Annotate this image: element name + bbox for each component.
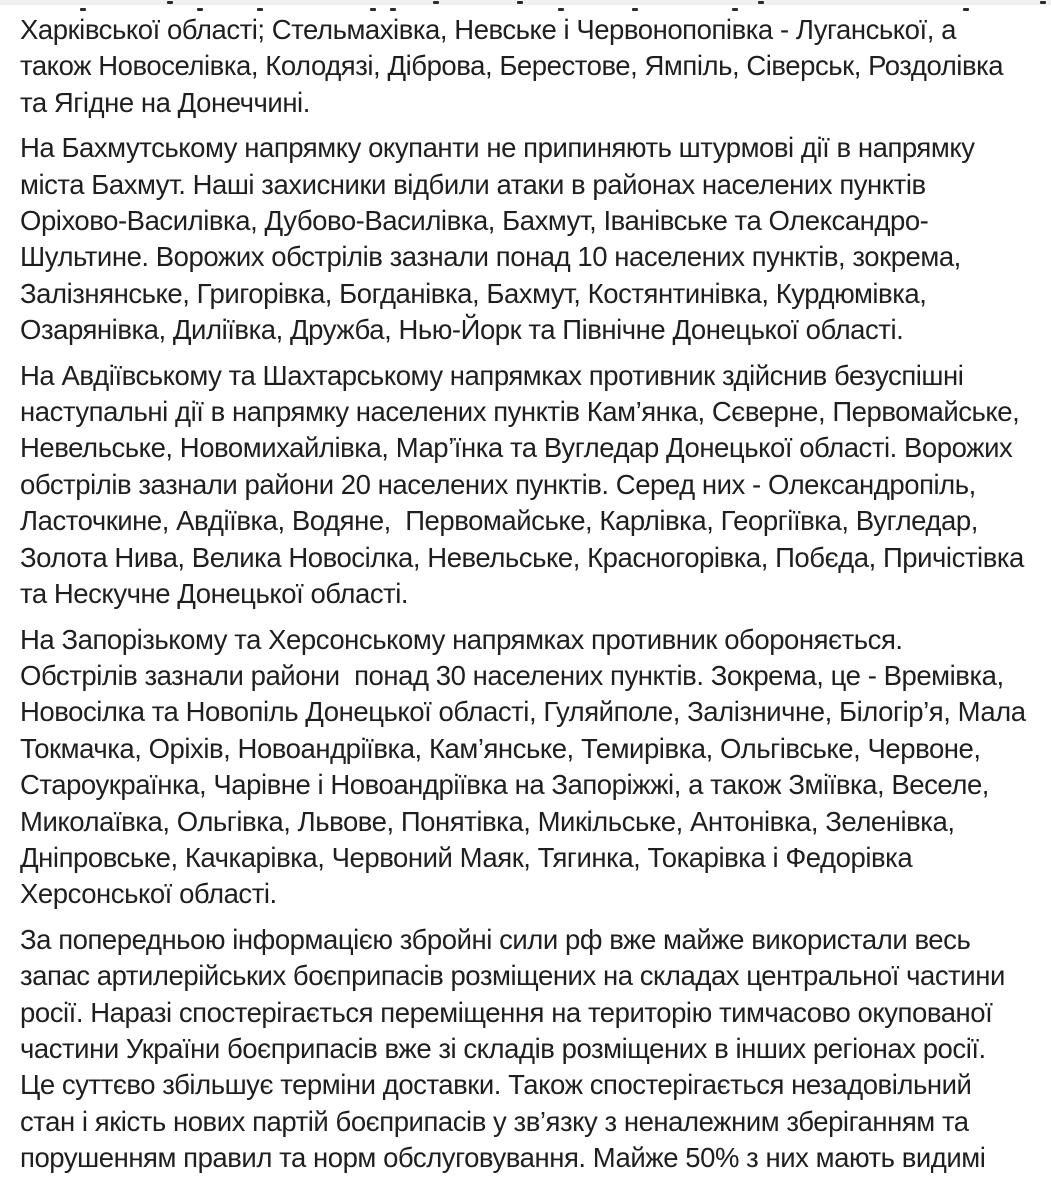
- clipped-letter-fragment: [758, 1, 764, 4]
- text-line: Це суттєво збільшує терміни доставки. Також спостерігається незадовільний: [20, 1069, 972, 1101]
- text-line: порушенням правил та норм обслуговування. Майже 50% з них мають видимі: [20, 1142, 986, 1174]
- paragraph: [20, 130, 1037, 348]
- text-line: Оріхово-Василівка, Дубово-Василівка, Бахмут, Іванівське та Олександро-: [20, 205, 929, 237]
- paragraph: [20, 358, 1037, 613]
- clipped-letter-fragment: [167, 1, 173, 4]
- text-line: Залізнянське, Григорівка, Богданівка, Бахмут, Костянтинівка, Курдюмівка,: [20, 277, 927, 309]
- clipped-letter-fragment: [963, 8, 969, 11]
- paragraph: [20, 922, 1037, 1177]
- clipped-letter-fragment: [433, 1, 439, 4]
- clipped-letter-fragment: [257, 8, 263, 11]
- text-line: та Нескучне Донецької області.: [20, 578, 409, 610]
- text-line: Староукраїнка, Чарівне і Новоандріївка на Запоріжжі, а також Зміївка, Веселе,: [20, 769, 989, 801]
- clipped-letter-fragment: [632, 8, 638, 11]
- text-line: частини України боєприпасів вже зі складів розміщених в інших регіонах росії.: [20, 1032, 986, 1064]
- clipped-letter-fragment: [1040, 1, 1046, 4]
- clipped-letter-fragment: [517, 1, 523, 4]
- clipped-letter-fragment: [390, 8, 396, 11]
- window-top-edge-band: [0, 0, 1051, 5]
- text-line: обстрілів зазнали райони 20 населених пунктів. Серед них - Олександропіль,: [20, 468, 976, 500]
- text-line: На Авдіївському та Шахтарському напрямках противник здійснив безуспішні: [20, 359, 964, 391]
- text-line: стан і якість нових партій боєприпасів у зв’язку з неналежним зберіганням та: [20, 1105, 969, 1137]
- text-line: Миколаївка, Ольгівка, Львове, Понятівка, Микільське, Антонівка, Зеленівка,: [20, 805, 955, 837]
- text-line: та Ягідне на Донеччині.: [20, 86, 310, 118]
- text-line: Шультине. Ворожих обстрілів зазнали понад 10 населених пунктів, зокрема,: [20, 241, 961, 273]
- text-line: Обстрілів зазнали райони понад 30 населених пунктів. Зокрема, це - Времівка,: [20, 659, 1004, 691]
- clipped-letter-fragment: [197, 8, 203, 11]
- text-line: Озарянівка, Диліївка, Дружба, Нью-Йорк та Північне Донецької області.: [20, 314, 904, 346]
- clipped-letter-fragment: [80, 8, 86, 11]
- text-line: також Новоселівка, Колодязі, Діброва, Берестове, Ямпіль, Сіверськ, Роздолівка: [20, 50, 1004, 82]
- paragraph: [20, 622, 1037, 913]
- text-line: Харківської області; Стельмахівка, Невське і Червонопопівка - Луганської, а: [20, 14, 956, 45]
- text-line: Ласточкине, Авдіївка, Водяне, Первомайське, Карлівка, Георгіївка, Вугледар,: [20, 505, 978, 537]
- text-line: наступальні дії в напрямку населених пунктів Кам’янка, Сєверне, Первомайське,: [20, 396, 1020, 428]
- text-line: Новосілка та Новопіль Донецької області, Гуляйполе, Залізничне, Білогір’я, Мала: [20, 696, 1026, 728]
- text-line: Токмачка, Оріхів, Новоандріївка, Кам’янське, Темирівка, Ольгівське, Червоне,: [20, 732, 981, 764]
- text-line: На Бахмутському напрямку окупанти не припиняють штурмові дії в напрямку: [20, 132, 975, 164]
- clipped-letter-fragment: [558, 8, 564, 11]
- text-line: міста Бахмут. Наші захисники відбили атаки в районах населених пунктів: [20, 168, 926, 200]
- text-line: росії. Наразі спостерігається переміщення на територію тимчасово окупованої: [20, 996, 993, 1028]
- report-text-body: [20, 12, 1037, 1186]
- text-line: Херсонської області.: [20, 878, 277, 910]
- text-line: За попередньою інформацією збройні сили рф вже майже використали весь: [20, 923, 971, 955]
- text-line: На Запорізькому та Херсонському напрямках противник обороняється.: [20, 623, 903, 655]
- text-line: Золота Нива, Велика Новосілка, Невельське, Красногорівка, Побєда, Причістівка: [20, 541, 1024, 573]
- clipped-letter-fragment: [370, 8, 376, 11]
- text-line: Невельське, Новомихайлівка, Мар’їнка та Вугледар Донецької області. Ворожих: [20, 432, 1013, 464]
- clipped-letter-fragment: [732, 8, 738, 11]
- text-line: запас артилерійських боєприпасів розміщених на складах центральної частини: [20, 960, 1005, 992]
- text-line: Дніпровське, Качкарівка, Червоний Маяк, Тягинка, Токарівка і Федорівка: [20, 841, 913, 873]
- paragraph: [20, 12, 1037, 121]
